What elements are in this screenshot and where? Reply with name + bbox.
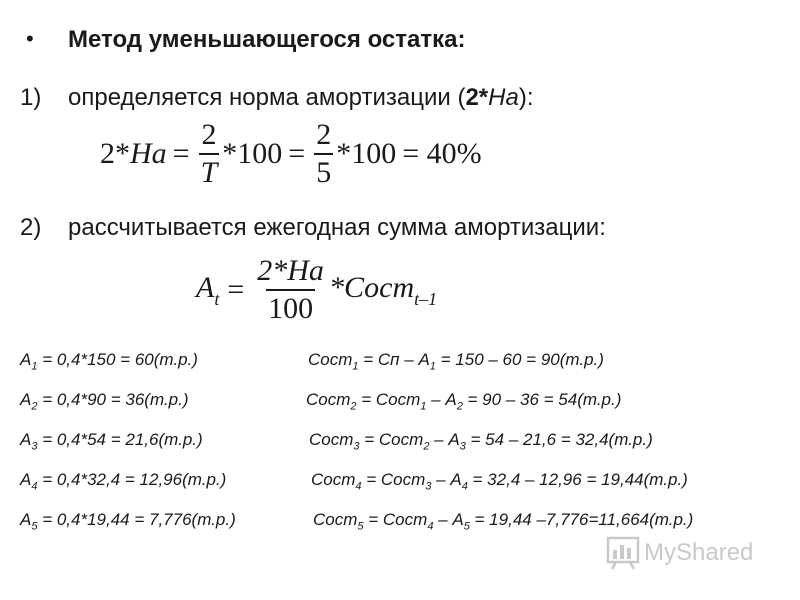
depreciation-calc-5: $А_5 = 0,4*19,44 = 7,776(т.р.)$	[20, 510, 236, 533]
formula1-equals: =	[172, 137, 190, 170]
formula2-mult: *Сост$_{t-1}$	[328, 270, 438, 309]
formula1-fraction-1: $\frac{2}{T}$	[200, 118, 218, 189]
formula1-equals-2: =	[288, 137, 306, 170]
bar-chart-icon	[606, 536, 640, 570]
step-1-text: определяется норма амортизации (2*На):	[68, 84, 534, 111]
depreciation-calc-2: $А_2 = 0,4*90 = 36(т.р.)$	[20, 390, 189, 413]
bullet-marker: •	[26, 26, 34, 51]
residual-calc-4: Сост$_4$ = Сост$_3$ – $А_4 = 32,4 - 12,96 = 19,44(т.р.)$	[311, 470, 688, 493]
formula2-lhs: $A_t$	[196, 270, 220, 309]
residual-calc-3: Сост$_3$ = Сост$_2$ – $А_3 = 54 - 21,6 = 32,4(т.р.)$	[309, 430, 653, 453]
watermark	[606, 536, 753, 570]
formula1-mult-2: *100	[336, 137, 397, 170]
residual-calc-2: Сост$_2$ = Сост$_1$ – $А_2 = 90 - 36 = 54(т.р.)$	[306, 390, 622, 413]
formula1-result: = 40%	[402, 137, 482, 170]
formula1-lhs-var: На	[130, 137, 167, 170]
step-1-number: 1)	[20, 84, 42, 111]
calc-row-3	[20, 430, 790, 460]
formula2-fraction: $\frac{2*На}{100}$	[257, 254, 324, 325]
depreciation-calc-1: $А_1 = 0,4*150 = 60(т.р.)$	[20, 350, 198, 373]
formula1-mult-1: *100	[222, 137, 283, 170]
depreciation-calc-3: $А_3 = 0,4*54 = 21,6(т.р.)$	[20, 430, 203, 453]
formula2-equals: =	[227, 273, 245, 306]
formula1-fraction-2: $\frac{2}{5}$	[316, 118, 332, 189]
watermark-text: MyShared	[644, 539, 754, 566]
step-2-text: рассчитывается ежегодная сумма амортизации:	[68, 214, 606, 241]
formula1-lhs: 2*	[100, 137, 130, 170]
page-title: Метод уменьшающегося остатка:	[68, 26, 466, 53]
depreciation-calc-4: $А_4 = 0,4*32,4 = 12,96(т.р.)$	[20, 470, 227, 493]
calc-row-4	[20, 470, 790, 500]
annual-depreciation-formula	[196, 256, 437, 324]
step-2-number: 2)	[20, 214, 42, 241]
calc-row-1	[20, 350, 790, 380]
residual-calc-1: Сост$_1$ = Сп – $А_1 = 150 - 60 = 90(т.р.)$	[308, 350, 604, 373]
calc-row-2	[20, 390, 790, 420]
residual-calc-5: Сост$_5$ = Сост$_4$ – $А_5 = 19,44$ –7,776=11,664(т.р.)	[313, 510, 694, 533]
depreciation-rate-formula	[100, 120, 482, 188]
